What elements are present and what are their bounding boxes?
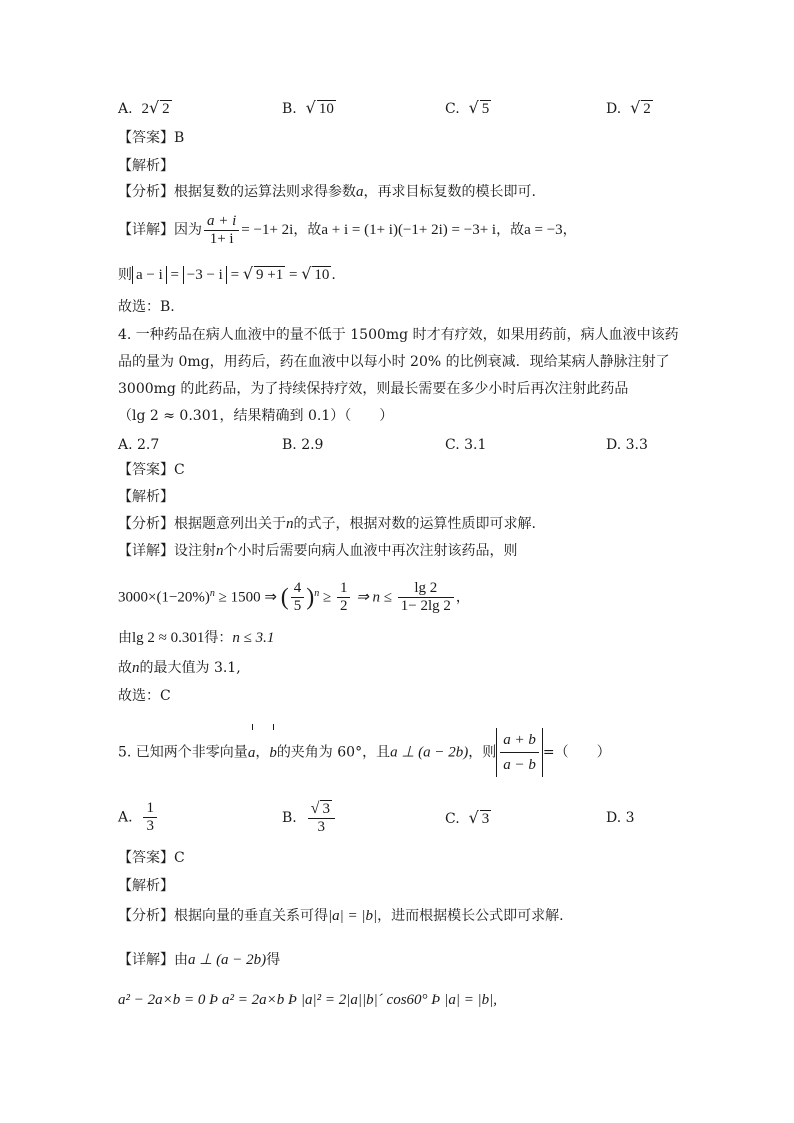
q3-modulus-line: 则 a − i = −3 − i = √ 9 +1 = √ 10 . [118, 264, 336, 283]
q5-option-d: D. 3 [606, 810, 635, 826]
q3-option-a: A. 2√ 2 [118, 98, 170, 117]
q4-stem-line-4: （lg 2 ≈ 0.301，结果精确到 0.1）（ ） [118, 408, 394, 424]
q5-ratio: $\frac{a + b}{a - b}$ [496, 728, 543, 777]
q5-answer: 【答案】C [118, 850, 185, 866]
q4-from-line: 由lg 2 ≈ 0.301得：n ≤ 3.1 [118, 630, 275, 646]
q4-option-b: B. 2.9 [282, 437, 324, 453]
q4-option-c: C. 3.1 [445, 437, 487, 453]
q4-stem-line-1: 4. 一种药品在病人血液中的量不低于 1500mg 时才有疗效，如果用药前，病人血液中该药 [118, 327, 679, 343]
q5-option-a: A. $\frac{1}{3}$ [118, 800, 159, 835]
q4-analysis-title: 【解析】 [118, 489, 174, 505]
q3-option-b: B. √ 10 [282, 98, 334, 117]
q5-option-c: C. √ 3 [445, 808, 490, 827]
vector-b: b [269, 729, 277, 777]
q5-option-b: B. $\frac{√ 3}{3}$ [282, 800, 337, 836]
q5-final-equation: a² − 2a×b = 0 Þ a² = 2a×b Þ |a|² = 2|a||b|´ cos60° Þ |a| = |b|, [118, 992, 498, 1008]
q5-stem: 5. 已知两个非零向量a，b的夹角为 60°，且a ⊥ (a − 2b)，则 $\frac{a + b}{a - b}$ =（ ） [118, 728, 611, 777]
q4-inequality: $3000\times(1-20\%)^n \ge 1500$ ⇒ ( $\frac{4}{5}$ )$^n$ ≥ $\frac{1}{2}$ ⇒ n ≤ $\frac{\lg 2}{1- 2\lg 2}$ ， [118, 580, 470, 615]
q5-analysis-title: 【解析】 [118, 878, 174, 894]
q3-xiangjie: 【详解】因为 $\frac{a + i}{1+ i}$ = −1+ 2i，故a + i = (1+ i)(−1+ 2i) = −3+ i，故a = −3， [118, 212, 577, 247]
q4-answer: 【答案】C [118, 462, 185, 478]
q3-option-d: D. √ 2 [606, 98, 651, 117]
q4-option-d: D. 3.3 [606, 437, 648, 453]
q4-max-line: 故n的最大值为 3.1, [118, 660, 241, 676]
q4-conclusion: 故选：C [118, 688, 171, 704]
vector-a: a [248, 729, 256, 777]
q4-xiangjie: 【详解】设注射n个小时后需要向病人血液中再次注射该药品，则 [118, 543, 518, 559]
q3-answer: 【答案】B [118, 130, 185, 146]
q4-option-a: A. 2.7 [118, 437, 160, 453]
q3-fenxi: 【分析】根据复数的运算法则求得参数a，再求目标复数的模长即可. [118, 184, 536, 200]
q4-stem-line-3: 3000mg 的此药品，为了持续保持疗效，则最长需要在多少小时后再次注射此药品 [118, 381, 629, 397]
q3-option-c: C. √ 5 [445, 98, 490, 117]
q4-fenxi: 【分析】根据题意列出关于n的式子，根据对数的运算性质即可求解. [118, 516, 536, 532]
q3-conclusion: 故选：B. [118, 299, 175, 315]
q3-analysis-title: 【解析】 [118, 158, 174, 174]
q5-xiangjie: 【详解】由a ⊥ (a − 2b)得 [118, 952, 281, 968]
q5-fenxi: 【分析】根据向量的垂直关系可得|a| = |b|，进而根据模长公式即可求解. [118, 908, 564, 924]
q4-stem-line-2: 品的量为 0mg，用药后，药在血液中以每小时 20% 的比例衰减．现给某病人静脉注射了 [118, 354, 670, 370]
q3-fraction: $\frac{a + i}{1+ i}$ [204, 213, 239, 248]
